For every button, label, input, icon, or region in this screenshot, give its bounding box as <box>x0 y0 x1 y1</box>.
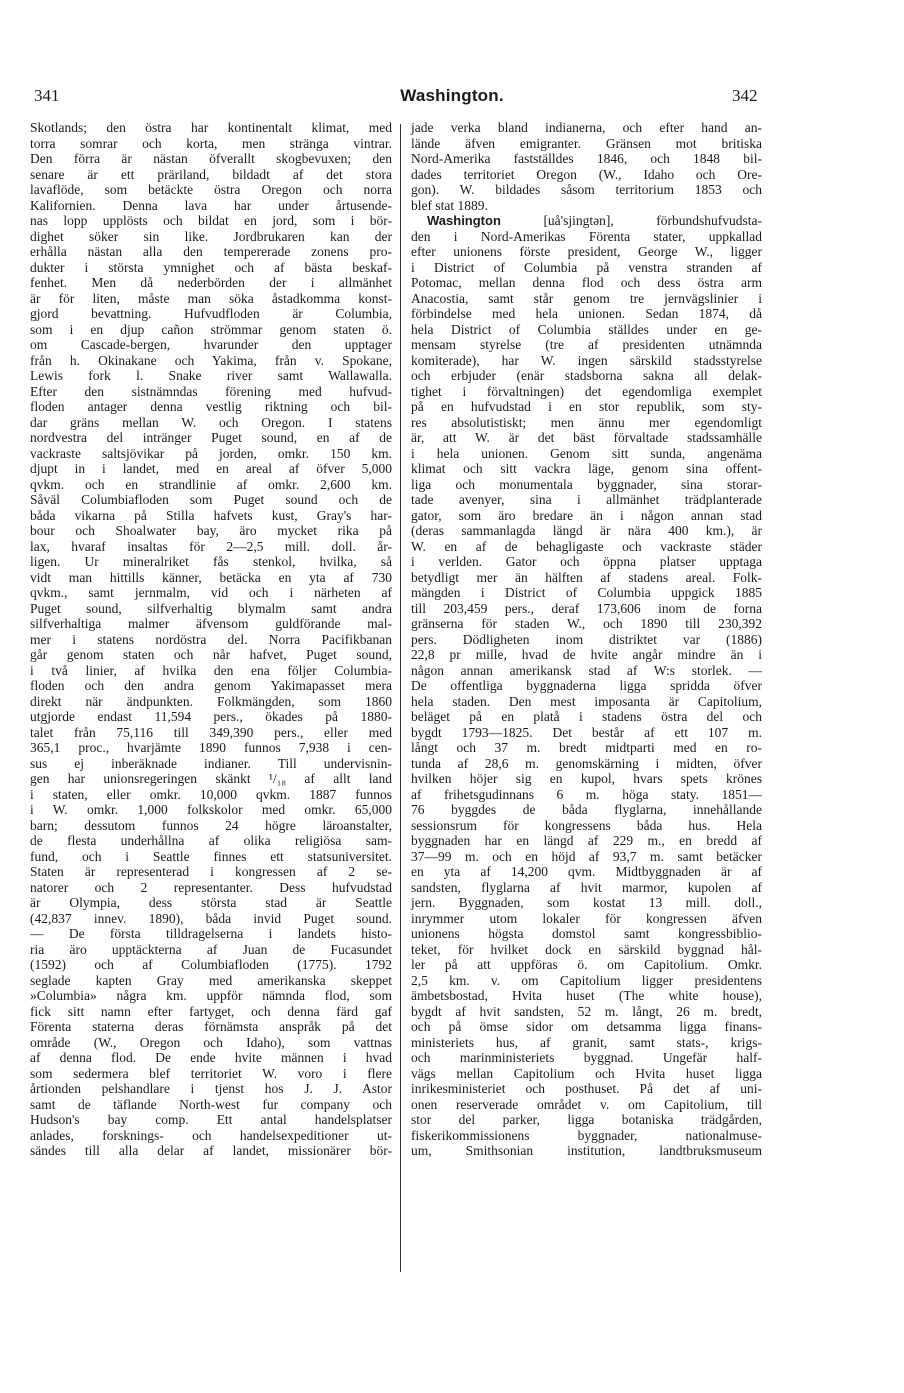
text-line: talet från 75,116 till 349,390 pers., eller med <box>30 724 392 740</box>
text-line: 2,5 km. v. om Capitolium ligger presidentens <box>411 972 762 988</box>
text-line: teket, för hvilket dock en särskild byggnad hål- <box>411 941 762 957</box>
text-line: i staten, eller omkr. 10,000 qvkm. 1887 funnos <box>30 786 392 802</box>
text-line: och erbjuder (enär stadsborna sakna all delak- <box>411 368 762 383</box>
text-line: efter unionens förste president, George W., ligger <box>411 244 762 259</box>
text-line: samt de täflande North-west fur company och <box>30 1096 392 1112</box>
text-line: tade avenyer, sina i allmänhet trädplanterade <box>411 492 762 507</box>
text-line: Puget sound, silfverhaltig blymalm samt andra <box>30 600 392 616</box>
text-line: Staten är representerad i kongressen af 2 se- <box>30 864 392 879</box>
text-line: direkt när ändpunkten. Folkmängden, som 1860 <box>30 693 392 709</box>
text-line: fund, och i Seattle finnes ett statsuniversitet. <box>30 848 392 864</box>
text-line: gon). W. bildades såsom territorium 1853 och <box>411 182 762 197</box>
text-line: onen reserverade området v. om Capitolium, till <box>411 1096 762 1112</box>
left-column <box>30 120 392 1280</box>
text-line: mensam styrelse (tre af presidenten utnämnda <box>411 337 762 352</box>
text-line: gator, som äro bredare än i någon annan stad <box>411 507 762 523</box>
text-line: i två linier, af hvilka den ena följer Columbia- <box>30 662 392 678</box>
text-line: sessionsrum för kongressens båda hus. Hela <box>411 817 762 833</box>
text-line: område (W., Oregon och Idaho), som vattnas <box>30 1034 392 1050</box>
entry-heading-rest: [uå'sjingtən], förbundshufvudsta- <box>543 213 762 228</box>
text-line: senare är ett präriland, bildadt af det stora <box>30 166 392 182</box>
text-line: på en hufvudstad i en stor republik, som sty- <box>411 399 762 414</box>
text-line: Anacostia, samt står genom tre jernvägslinier i <box>411 290 762 306</box>
text-line: torra somrar och korta, men stränga vintrar. <box>30 135 392 151</box>
text-line: de flesta underhållna af olika religiösa sam- <box>30 833 392 848</box>
text-line: gjord bevattning. Hufvudfloden är Columbia, <box>30 306 392 321</box>
text-line: »Columbia» några km. uppför nämnda flod, som <box>30 988 392 1003</box>
text-line: tighet i förvaltningen) det egendomliga exemplet <box>411 383 762 399</box>
text-line: mängden i District of Columbia uppgick 1885 <box>411 585 762 600</box>
text-line: dar gräns mellan W. och Oregon. I statens <box>30 414 392 430</box>
text-line: 37—99 m. och en höjd af 93,7 m. samt betäcker <box>411 848 762 864</box>
text-line: (1592) och af Columbiafloden (1775). 1792 <box>30 957 392 972</box>
text-line: lände äfven emigranter. Gränsen mot britiska <box>411 135 762 151</box>
text-line: jade verka bland indianerna, och efter hand an- <box>411 120 762 135</box>
text-line: af frihetsgudinnans 6 m. höga staty. 1851— <box>411 786 762 802</box>
text-line: sandsten, flyglarna af hvit marmor, kupolen af <box>411 879 762 895</box>
text-line: qvkm. och en strandlinie af omkr. 2,600 km. <box>30 476 392 492</box>
text-line: djupt in i landet, med en areal af öfver 5,000 <box>30 461 392 476</box>
text-line: anlades, forsknings- och handelsexpeditioner ut- <box>30 1127 392 1143</box>
text-line: om Cascade-bergen, hvarunder den upptager <box>30 337 392 352</box>
text-line: långt och 37 m. bredt midtparti med en ro- <box>411 740 762 755</box>
text-line: (deras sammanlagda längd är nära 400 km.), är <box>411 523 762 538</box>
text-line: unionens högsta domstol samt kongressbiblio- <box>411 926 762 941</box>
text-line: ler på att uppföras ö. om Capitolium. Omkr. <box>411 957 762 972</box>
text-line: Den förra är nästan öfverallt skogbevuxen; den <box>30 151 392 166</box>
text-line: dades territoriet Oregon (W., Idaho och Ore- <box>411 166 762 182</box>
text-line: floden antager denna vestlig riktning och bil- <box>30 399 392 414</box>
text-line: Skotlands; den östra har kontinentalt klimat, med <box>30 120 392 135</box>
text-line: bour och Shoalwater bay, äro mycket rika på <box>30 523 392 538</box>
text-line: i hela unionen. Genom sitt sunda, angenäma <box>411 445 762 461</box>
text-line: Såväl Columbiafloden som Puget sound och de <box>30 492 392 507</box>
text-line: 365,1 proc., hvarjämte 1890 funnos 7,938 i cen- <box>30 740 392 755</box>
text-line: Lewis fork l. Snake river samt Wallawalla. <box>30 368 392 383</box>
text-line: lavaflöde, som betäckte östra Oregon och norra <box>30 182 392 197</box>
text-line: res absolutistiskt; men ännu mer egendomligt <box>411 414 762 430</box>
text-line: tunda af 28,6 m. genomskärning i midten, öfver <box>411 755 762 771</box>
text-line: floden och den andra genom Yakimapasset mera <box>30 678 392 693</box>
text-line: Hudson's bay comp. Ett antal handelsplatser <box>30 1112 392 1127</box>
text-line: stor del parker, ligga botaniska trädgården, <box>411 1112 762 1127</box>
text-line: sändes till alla delar af landet, missionärer bör- <box>30 1143 392 1158</box>
text-line: årtionden pelshandlare i tjenst hos J. J. Astor <box>30 1081 392 1096</box>
text-line: um, Smithsonian institution, landtbruksmuseum <box>411 1143 762 1158</box>
text-line: är för liten, måste man söka åstadkomma konst- <box>30 290 392 306</box>
text-line: 22,8 pr mille, hvad de hvite angår mindre än i <box>411 647 762 662</box>
text-line: — De första tilldragelserna i landets histo- <box>30 926 392 941</box>
text-line: fenhet. Men då nederbörden der i allmänhet <box>30 275 392 290</box>
text-line: mer i statens nordöstra del. Norra Pacifikbanan <box>30 631 392 647</box>
text-line: i W. omkr. 1,000 folkskolor med omkr. 65,000 <box>30 802 392 817</box>
text-line: ministeriets hus, af granit, samt stats-, krigs- <box>411 1034 762 1050</box>
text-line: i District of Columbia på venstra stranden af <box>411 259 762 275</box>
text-line: erhålla nästan alla den tempererade zonens pro- <box>30 244 392 259</box>
text-line: som sedermera blef territoriet W. voro i flere <box>30 1065 392 1081</box>
text-line: qvkm., samt jernmalm, vid och i närheten af <box>30 585 392 600</box>
text-line: blef stat 1889. <box>411 197 488 213</box>
text-line: betydligt mer än hälften af stadens areal. Folk- <box>411 569 762 585</box>
text-line: silfverhaltiga malmer äfvensom guldförande mal- <box>30 616 392 631</box>
text-line: bygdt af hvit sandsten, 52 m. långt, 26 m. bredt, <box>411 1003 762 1019</box>
text-line: Nord-Amerika fastställdes 1846, och 1848 bil- <box>411 151 762 166</box>
text-line: är, att W. är det bäst förvaltade stadssamhälle <box>411 430 762 445</box>
text-line: Förenta staterna deras förnämsta anspråk på det <box>30 1019 392 1034</box>
text-line: är Olympia, dess största stad är Seattle <box>30 895 392 910</box>
text-line: af denna flod. De ende hvite männen i hvad <box>30 1050 392 1065</box>
text-line: ria äro upptäckterna af Juan de Fucasundet <box>30 941 392 957</box>
text-line: Potomac, mellan denna flod och dess östra arm <box>411 275 762 290</box>
text-line: förbindelse med hela unionen. Sedan 1874, då <box>411 306 762 321</box>
text-line: vidt man hittills känner, betäcka en yta af 730 <box>30 569 392 585</box>
text-line: till 203,459 pers., deraf 173,606 inom de forna <box>411 600 762 616</box>
entry-keyword: Washington <box>427 213 501 228</box>
text-line: och på ömse sidor om detsamma ligga finans- <box>411 1019 762 1034</box>
text-line: fiskerikommissionens byggnader, nationalmuse- <box>411 1127 762 1143</box>
text-line: gränserna för staden W., och 1890 till 230,392 <box>411 616 762 631</box>
right-column <box>411 120 762 1280</box>
text-line: pers. Dödligheten inom distriktet var (1886) <box>411 631 762 647</box>
text-line: hela District of Columbia ställdes under en ge- <box>411 321 762 337</box>
text-line: klimat och sitt vackra läge, genom sina offent- <box>411 461 762 476</box>
text-line: liga och monumentala byggnader, sina storar- <box>411 476 762 492</box>
text-line: vackraste saltsjövikar på jorden, omkr. 150 km. <box>30 445 392 461</box>
text-line: barn; dessutom funnos 24 högre läroanstalter, <box>30 817 392 833</box>
entry-heading-line <box>411 213 762 229</box>
text-line: Efter den sistnämndas förening med hufvud- <box>30 383 392 399</box>
text-line: fick sitt namn efter fartyget, och denna färd gaf <box>30 1003 392 1019</box>
page-number-left: 341 <box>34 86 60 105</box>
text-line: De offentliga byggnaderna ligga spridda öfver <box>411 678 762 693</box>
text-line: inrikesministeriet och posthuset. På det af uni- <box>411 1081 762 1096</box>
text-line: bygdt 1793—1825. Det består af ett 107 m. <box>411 724 762 740</box>
text-line: någon annan amerikansk stad af W:s storlek. — <box>411 662 762 678</box>
text-line: Kalifornien. Denna lava har under årtusende- <box>30 197 392 213</box>
text-line: W. en af de behagligaste och vackraste städer <box>411 538 762 554</box>
column-divider <box>400 124 401 1272</box>
text-line: inrymmer utom lokaler för kongressen äfven <box>411 910 762 926</box>
text-line: hvilken höjer sig en kupol, hvars spets krönes <box>411 771 762 786</box>
text-line: från h. Okinakane och Yakima, från v. Spokane, <box>30 352 392 368</box>
text-line: seglade kapten Gray med amerikanska skeppet <box>30 972 392 988</box>
text-line: nas lopp upplösts och bildat en jord, som i bör- <box>30 213 392 228</box>
text-line: nordvestra del intränger Puget sound, en af de <box>30 430 392 445</box>
text-line: dukter i största ymnighet och af bästa beskaf- <box>30 259 392 275</box>
text-line: i verlden. Gator och öppna platser upptaga <box>411 554 762 569</box>
text-line: (42,837 innev. 1890), båda invid Puget sound. <box>30 910 392 926</box>
text-line: jern. Byggnaden, som kostat 13 mill. doll., <box>411 895 762 910</box>
text-line: ämbetsbostad, Hvita huset (The white house), <box>411 988 762 1003</box>
text-line: dighet söker sin like. Jordbrukaren kan der <box>30 228 392 244</box>
text-line: beläget på en platå i stadens östra del och <box>411 709 762 724</box>
page-number-right: 342 <box>732 86 758 105</box>
text-line: natorer och 2 representanter. Dess hufvudstad <box>30 879 392 895</box>
text-line: sus ej inberäknade indianer. Till undervisnin- <box>30 755 392 771</box>
text-line: 76 byggdes de båda flyglarna, innehållande <box>411 802 762 817</box>
text-line: som i en djup cañon strömmar genom staten ö. <box>30 321 392 337</box>
text-line: byggnaden har en längd af 229 m., en bredd af <box>411 833 762 848</box>
text-line: båda vikarna på Stilla hafvets kust, Gray's har- <box>30 507 392 523</box>
text-line: ligen. Ur mineralriket fås stenkol, hvilka, så <box>30 554 392 569</box>
text-line: komiterade), har W. ingen särskild stadsstyrelse <box>411 352 762 368</box>
text-line: vägs mellan Capitolium och Hvita huset ligga <box>411 1065 762 1081</box>
text-line: utgjorde endast 11,594 pers., ökades på 1880- <box>30 709 392 724</box>
text-line: den i Nord-Amerikas Förenta stater, uppkallad <box>411 228 762 244</box>
text-line: och marinministeriets byggnad. Ungefär half- <box>411 1050 762 1065</box>
running-title: Washington. <box>400 86 504 105</box>
text-line: en yta af 14,200 qvm. Midtbyggnaden är af <box>411 864 762 879</box>
text-line: lax, hvaraf insaltas för 2—2,5 mill. doll. år- <box>30 538 392 554</box>
text-line: går genom staten och når hafvet, Puget sound, <box>30 647 392 662</box>
text-line: gen har unionsregeringen skänkt ¹/₁₈ af allt land <box>30 771 392 786</box>
text-line: hela staden. Den mest imposanta är Capitolium, <box>411 693 762 709</box>
